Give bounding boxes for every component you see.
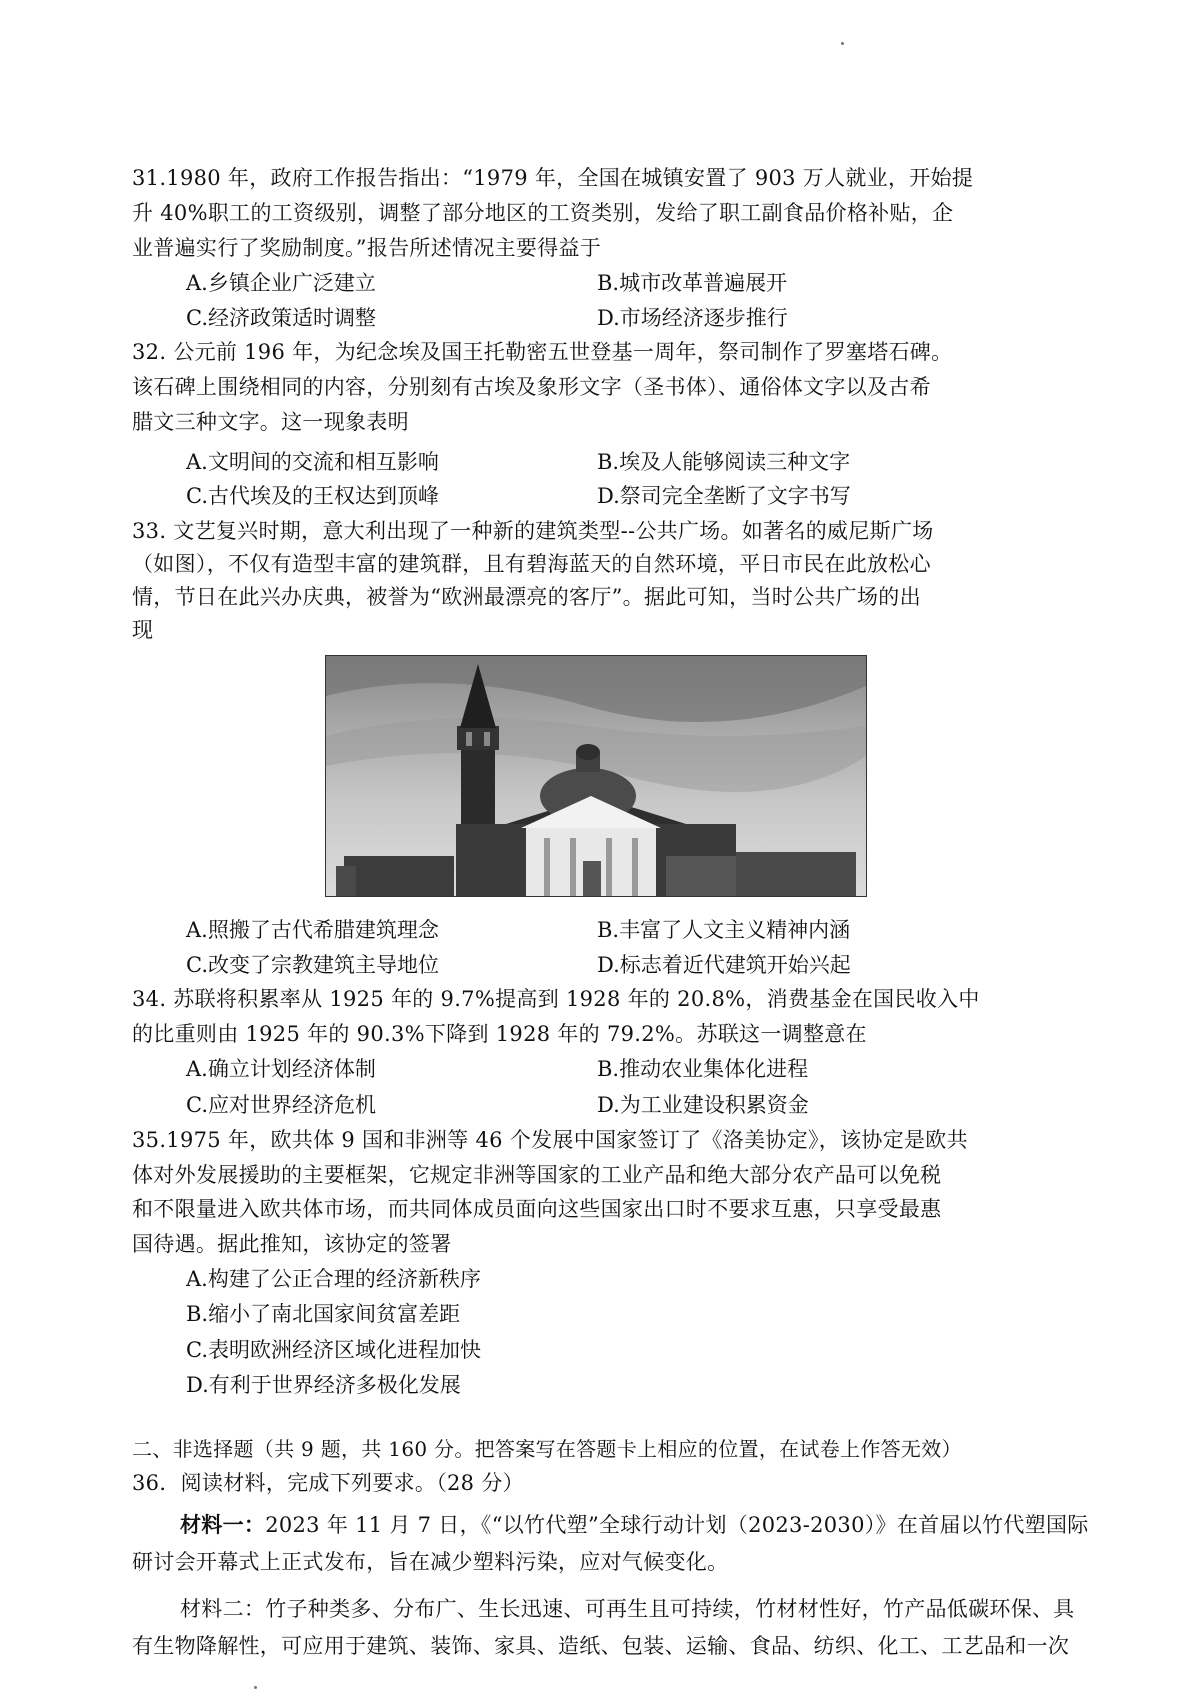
q34-option-b: B.推动农业集体化进程 (597, 1057, 809, 1081)
q31-stem-line-2: 升 40%职工的工资级别，调整了部分地区的工资类别，发给了职工副食品价格补贴，企 (132, 201, 954, 225)
q33-stem-line-3-visible: 情，节日在此兴办庆典，被誉为“欧洲最漂亮的客厅”。据此可知，当时公共广场的出 (132, 585, 921, 609)
material2-line-2: 有生物降解性，可应用于建筑、装饰、家具、造纸、包装、运输、食品、纺织、化工、工艺品和一次 (132, 1634, 1070, 1658)
q35-option-a: A.构建了公正合理的经济新秩序 (186, 1267, 481, 1291)
q35-option-b: B.缩小了南北国家间贫富差距 (186, 1302, 461, 1326)
q32-stem-line-2: 该石碑上围绕相同的内容，分别刻有古埃及象形文字（圣书体）、通俗体文字以及古希 (132, 375, 931, 399)
material1-text: 2023 年 11 月 7 日，《“以竹代塑”全球行动计划（2023-2030）》在首届以竹代塑国际 (265, 1513, 1089, 1537)
q31-option-c: C.经济政策适时调整 (186, 306, 376, 330)
q32-option-a: A.文明间的交流和相互影响 (186, 450, 439, 474)
q34-option-d: D.为工业建设积累资金 (597, 1093, 809, 1117)
q31-option-d: D.市场经济逐步推行 (597, 306, 788, 330)
q34-stem-line-1: 34. 苏联将积累率从 1925 年的 9.7%提高到 1928 年的 20.8%，消费基金在国民收入中 (132, 987, 980, 1011)
venice-church-illustration (326, 656, 866, 897)
q31-stem-line-1: 31.1980 年，政府工作报告指出：“1979 年，全国在城镇安置了 903 万人就业，开始提 (132, 166, 974, 190)
q32-option-d: D.祭司完全垄断了文字书写 (597, 484, 851, 508)
q33-option-d: D.标志着近代建筑开始兴起 (597, 953, 851, 977)
q33-option-c: C.改变了宗教建筑主导地位 (186, 953, 439, 977)
q31-option-b: B.城市改革普遍展开 (597, 271, 788, 295)
q34-option-c: C.应对世界经济危机 (186, 1093, 376, 1117)
material2-line-1: 材料二：竹子种类多、分布广、生长迅速、可再生且可持续，竹材材性好，竹产品低碳环保、具 (180, 1597, 1075, 1621)
q33-option-b: B.丰富了人文主义精神内涵 (597, 918, 851, 942)
q33-option-a: A.照搬了古代希腊建筑理念 (186, 918, 439, 942)
q32-option-c: C.古代埃及的王权达到顶峰 (186, 484, 439, 508)
q36-title: 36．阅读材料，完成下列要求。（28 分） (132, 1471, 524, 1495)
q35-stem-line-4: 国待遇。据此推知，该协定的签署 (132, 1232, 452, 1256)
q35-stem-line-2: 体对外发展援助的主要框架，它规定非洲等国家的工业产品和绝大部分农产品可以免税 (132, 1163, 942, 1187)
q32-stem-line-3: 腊文三种文字。这一现象表明 (132, 410, 409, 434)
scan-speck (841, 42, 844, 45)
q31-stem-line-3: 业普遍实行了奖励制度。”报告所述情况主要得益于 (132, 236, 602, 260)
venice-square-photo (325, 655, 867, 897)
section2-heading: 二、非选择题（共 9 题，共 160 分。把答案写在答题卡上相应的位置，在试卷上作答无效） (132, 1437, 962, 1461)
q33-stem-line-2: （如图），不仅有造型丰富的建筑群，且有碧海蓝天的自然环境，平日市民在此放松心 (132, 552, 931, 576)
q33-stem-line-4: 现 (132, 618, 154, 642)
q31-option-a: A.乡镇企业广泛建立 (186, 271, 376, 295)
q34-stem-line-2: 的比重则由 1925 年的 90.3%下降到 1928 年的 79.2%。苏联这一调整意在 (132, 1022, 867, 1046)
q32-stem-line-1: 32. 公元前 196 年，为纪念埃及国王托勒密五世登基一周年，祭司制作了罗塞塔石碑。 (132, 340, 953, 364)
material1-line-2: 研讨会开幕式上正式发布，旨在减少塑料污染，应对气候变化。 (132, 1550, 729, 1574)
q35-stem-line-1: 35.1975 年，欧共体 9 国和非洲等 46 个发展中国家签订了《洛美协定》，该协定是欧共 (132, 1128, 968, 1152)
material1-line-1 (180, 1510, 1120, 1540)
q35-stem-line-3: 和不限量进入欧共体市场，而共同体成员面向这些国家出口时不要求互惠，只享受最惠 (132, 1197, 942, 1221)
q35-option-d: D.有利于世界经济多极化发展 (186, 1373, 461, 1397)
q35-option-c: C.表明欧洲经济区域化进程加快 (186, 1338, 481, 1362)
q32-option-b: B.埃及人能够阅读三种文字 (597, 450, 851, 474)
scan-speck-bottom (254, 1686, 257, 1689)
q34-option-a: A.确立计划经济体制 (186, 1057, 376, 1081)
q33-stem-line-1b: 33. 文艺复兴时期，意大利出现了一种新的建筑类型--公共广场。如著名的威尼斯广场 (132, 519, 934, 543)
material1-label: 材料一： (180, 1512, 266, 1537)
